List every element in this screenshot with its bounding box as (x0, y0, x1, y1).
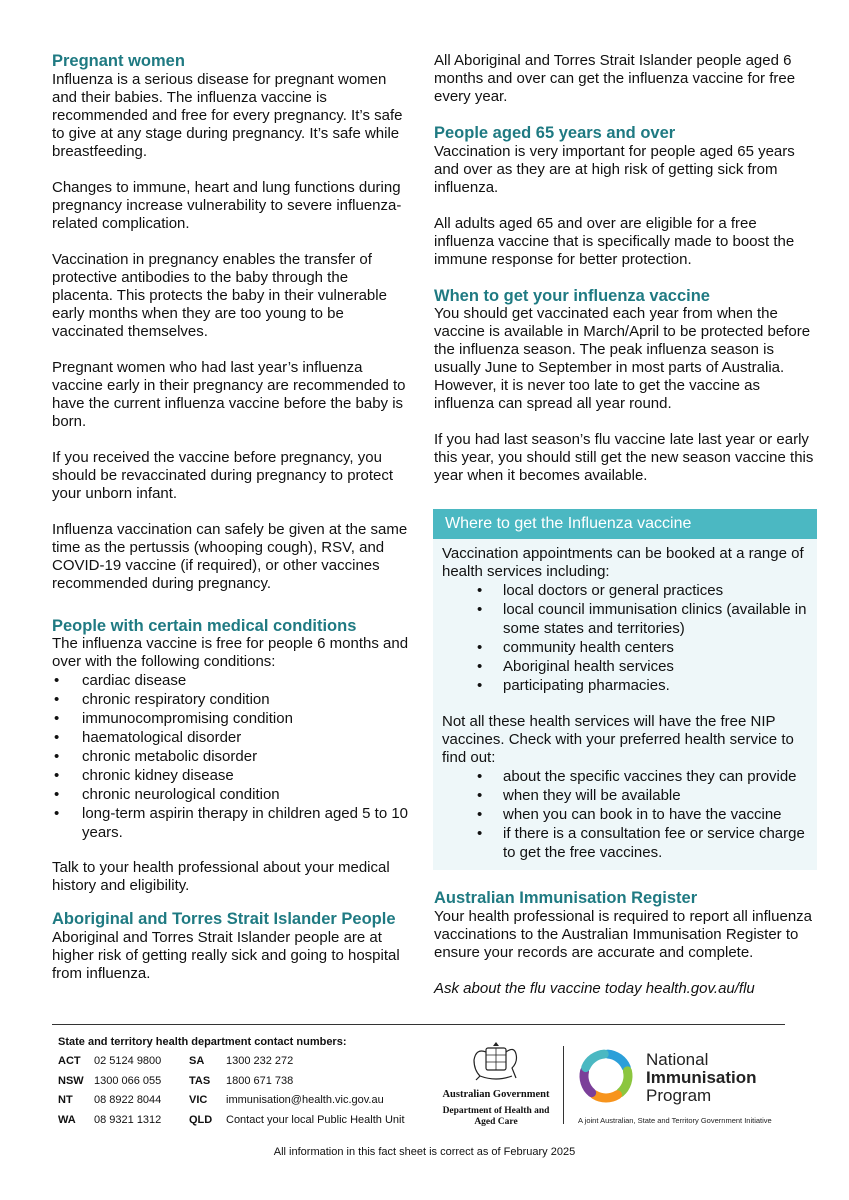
contacts-block (58, 1036, 405, 1133)
state-code: VIC (189, 1094, 208, 1106)
pregnant-paragraph-5: If you received the vaccine before pregnancy, you should be revaccinated during pregnancy to protect your unborn infant. (52, 448, 394, 502)
left-column (52, 52, 412, 983)
services-list (442, 581, 809, 695)
coat-of-arms-icon (466, 1040, 526, 1082)
aboriginal-paragraph-1: Aboriginal and Torres Strait Islander people are at higher risk of getting really sick and going to hospital from influenza. (52, 928, 400, 982)
list-item: • long-term aspirin therapy in children aged 5 to 10 years. (52, 804, 412, 842)
list-item: • when you can book in to have the vaccine (442, 805, 809, 824)
nip-tagline: A joint Australian, State and Territory Government Initiative (578, 1116, 772, 1125)
list-item: • local doctors or general practices (442, 581, 809, 600)
ring-segment (586, 1054, 605, 1067)
list-item: • chronic respiratory condition (52, 690, 412, 709)
list-item: • immunocompromising condition (52, 709, 412, 728)
aged-65-paragraph-2: All adults aged 65 and over are eligible for a free influenza vaccine that is specifically made to boost the immune response for better protection. (434, 214, 795, 268)
pregnant-paragraph-6: Influenza vaccination can safely be given at the same time as the pertussis (whooping cough), RSV, and COVID-19 vaccine (if required), or other vaccines recommended during pregnancy. (52, 520, 408, 592)
flu-cta: Ask about the flu vaccine today health.gov.au/flu (434, 979, 755, 997)
aged-65-heading: People aged 65 years and over (434, 124, 676, 142)
list-item: • cardiac disease (52, 671, 412, 690)
where-to-get-heading: Where to get the Influenza vaccine (433, 509, 817, 539)
contacts-table (58, 1055, 405, 1133)
nip-line-2: Immunisation (646, 1068, 757, 1087)
table-row (58, 1094, 405, 1114)
logo-divider (563, 1046, 564, 1124)
aboriginal-paragraph-2: All Aboriginal and Torres Strait Islander people aged 6 months and over can get the influenza vaccine for free every year. (434, 52, 796, 105)
medical-intro: The influenza vaccine is free for people 6 months and over with the following conditions: (52, 635, 409, 670)
medical-outro: Talk to your health professional about your medical history and eligibility. (52, 859, 390, 894)
table-row (58, 1075, 405, 1095)
state-code: NSW (58, 1074, 84, 1087)
list-item: • Aboriginal health services (442, 657, 809, 676)
nip-logo (576, 1046, 776, 1125)
where-to-get-body (433, 539, 817, 870)
nip-line-3: Program (646, 1086, 712, 1105)
list-item: • if there is a consultation fee or service charge to get the free vaccines. (442, 824, 809, 862)
department-name: Department of Health and Aged Care (442, 1106, 550, 1127)
list-item: • community health centers (442, 638, 809, 657)
ring-segment (608, 1054, 627, 1067)
contact-note: Contact your local Public Health Unit (226, 1113, 405, 1126)
when-heading: When to get your influenza vaccine (434, 286, 710, 305)
immunisation-ring-icon (576, 1046, 636, 1106)
phone-number: 08 8922 8044 (94, 1094, 162, 1106)
state-code: TAS (189, 1074, 211, 1087)
state-code: ACT (58, 1055, 81, 1067)
list-item: • about the specific vaccines they can provide (442, 767, 809, 786)
state-code: QLD (189, 1113, 213, 1126)
where-check: Not all these health services will have the free NIP vaccines. Check with your preferred health service to find out: (442, 713, 794, 766)
phone-number: 1300 232 272 (226, 1055, 294, 1067)
pregnant-paragraph-1: Influenza is a serious disease for pregnant women and their babies. The influenza vaccine is recommended and free for every pregnancy. It’s safe to give at any stage during pregnancy. It’s safe while breastfeeding. (52, 70, 403, 160)
list-item: • local council immunisation clinics (available in some states and territories) (442, 600, 809, 638)
footer-note: All information in this fact sheet is correct as of February 2025 (273, 1146, 576, 1158)
list-item: • participating pharmacies. (442, 676, 809, 695)
when-paragraph-2: If you had last season’s flu vaccine late last year or early this year, you should still get the new season vaccine this year when it becomes available. (434, 431, 814, 484)
contacts-title: State and territory health department contact numbers: (58, 1036, 347, 1048)
nip-line-1: National (646, 1050, 709, 1069)
right-column (434, 52, 818, 998)
medical-conditions-list (52, 671, 412, 842)
check-list (442, 767, 809, 862)
ring-segment (595, 1095, 618, 1098)
air-heading: Australian Immunisation Register (434, 889, 698, 907)
pregnant-paragraph-3: Vaccination in pregnancy enables the transfer of protective antibodies to the baby through the placenta. This protects the baby in their vulnerable early months when they are too young to be vaccinated themselves. (52, 250, 387, 340)
medical-conditions-heading: People with certain medical conditions (52, 616, 357, 635)
list-item: • haematological disorder (52, 728, 412, 747)
air-paragraph: Your health professional is required to report all influenza vaccinations to the Australian Immunisation Register to ensure your records are accurate and complete. (434, 907, 813, 961)
phone-number: 1800 671 738 (226, 1074, 294, 1087)
contact-email: immunisation@health.vic.gov.au (226, 1094, 384, 1106)
state-code: WA (58, 1113, 76, 1126)
footer-divider (52, 1024, 785, 1025)
gov-name: Australian Government (442, 1089, 550, 1100)
list-item: • when they will be available (442, 786, 809, 805)
when-paragraph-1: You should get vaccinated each year from when the vaccine is available in March/April to be protected before the influenza season. The peak influenza season is usually June to September in most parts of Australia. However, it is never too late to get the vaccine as influenza can spread all year round. (434, 305, 811, 412)
list-item: • chronic kidney disease (52, 766, 412, 785)
phone-number: 08 9321 1312 (94, 1113, 162, 1126)
pregnant-paragraph-4: Pregnant women who had last year’s influenza vaccine early in their pregnancy are recommended to have the current influenza vaccine before the baby is born. (52, 358, 406, 430)
pregnant-paragraph-2: Changes to immune, heart and lung functions during pregnancy increase vulnerability to severe influenza-related complication. (52, 178, 402, 232)
state-code: SA (189, 1055, 205, 1067)
list-item: • chronic neurological condition (52, 785, 412, 804)
pregnant-women-heading: Pregnant women (52, 52, 185, 70)
phone-number: 02 5124 9800 (94, 1055, 162, 1067)
ring-segment (584, 1071, 592, 1093)
ring-segment (620, 1071, 628, 1093)
table-row (58, 1114, 405, 1134)
aboriginal-heading: Aboriginal and Torres Strait Islander People (52, 910, 396, 928)
list-item: • chronic metabolic disorder (52, 747, 412, 766)
aged-65-paragraph-1: Vaccination is very important for people aged 65 years and over as they are at high risk of getting sick from influenza. (434, 142, 795, 196)
where-intro: Vaccination appointments can be booked at a range of health services including: (442, 545, 804, 580)
state-code: NT (58, 1094, 73, 1106)
australian-government-logo (440, 1040, 552, 1128)
where-to-get-box (433, 509, 817, 870)
table-row (58, 1055, 405, 1075)
phone-number: 1300 066 055 (94, 1074, 162, 1087)
